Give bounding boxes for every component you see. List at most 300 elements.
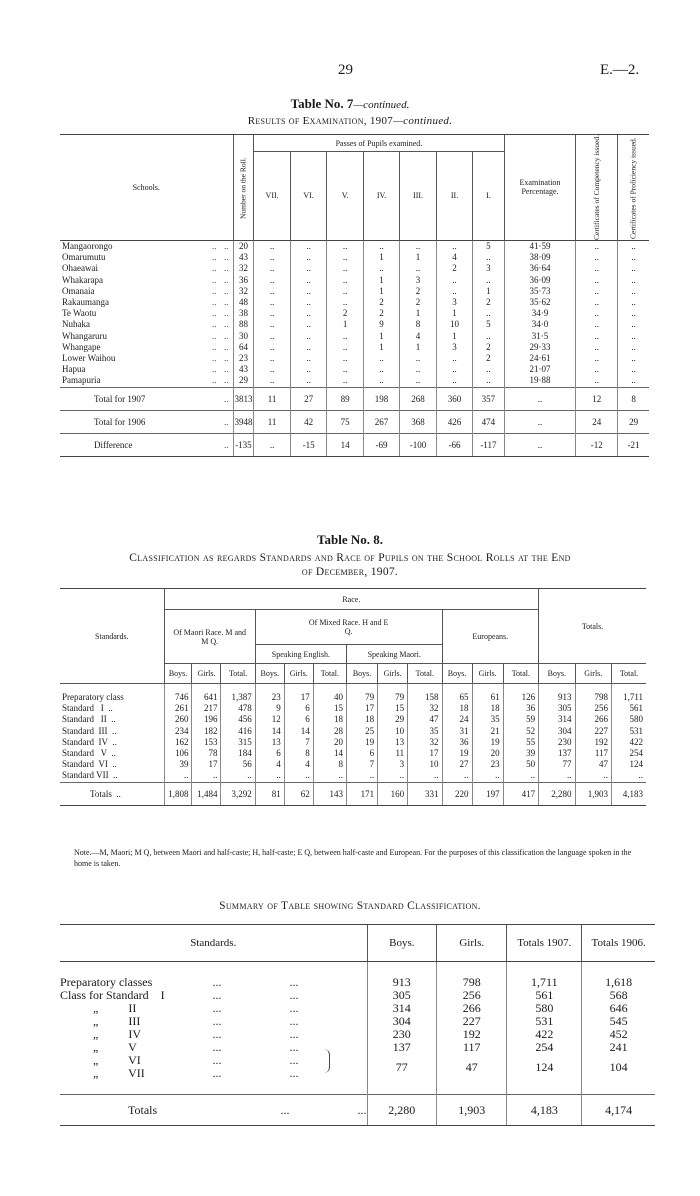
table-row: [60, 748, 646, 759]
table-cell: 75: [327, 410, 363, 433]
table-cell: 1: [363, 331, 399, 342]
table-cell: 50: [503, 759, 538, 770]
table-cell: ..: [363, 364, 399, 375]
table-cell: 5: [473, 319, 504, 330]
table-cell: 3948: [233, 410, 254, 433]
page-number: 29: [338, 62, 353, 78]
table-cell: 3: [473, 263, 504, 274]
table-cell: 143: [313, 782, 346, 805]
total-row: [60, 782, 646, 805]
table-cell: 24·61: [504, 353, 576, 364]
page-reference: E.—2.: [600, 62, 640, 78]
table-cell: ..: [436, 364, 472, 375]
total-row: [60, 410, 649, 433]
total-label: Total for 1907: [60, 387, 221, 410]
table-cell: 478: [221, 703, 255, 714]
table-cell: ..: [363, 263, 399, 274]
table-cell: ..: [212, 297, 217, 307]
table-cell: ..: [254, 240, 290, 252]
table-cell: 43: [233, 252, 254, 263]
table-cell: 64: [233, 342, 254, 353]
table-cell: ..: [254, 319, 290, 330]
table-cell: -135: [233, 433, 254, 456]
table8: [60, 588, 646, 806]
table-cell: 15: [378, 703, 408, 714]
table-cell: 6: [347, 748, 378, 759]
school-name: Rakaumanga: [62, 297, 109, 307]
table-cell: 1,387: [221, 692, 255, 703]
table-cell: 3813: [233, 387, 254, 410]
table-cell: 268: [400, 387, 436, 410]
table-cell: ..: [212, 364, 217, 375]
table-cell: 2: [400, 297, 436, 308]
table-cell: 160: [378, 782, 408, 805]
table-cell: ..: [254, 375, 290, 387]
table-cell: ..: [224, 240, 229, 251]
table-cell: 426: [436, 410, 472, 433]
table-cell: 137: [367, 1041, 437, 1054]
table-cell: 17: [192, 759, 221, 770]
table-cell: 2: [327, 308, 363, 319]
table7-title: Table No. 7—continued.: [290, 96, 410, 111]
total-label: Totals: [60, 1095, 213, 1126]
table-cell: 220: [442, 782, 472, 805]
table-cell: 267: [363, 410, 399, 433]
table-cell: 1,484: [192, 782, 221, 805]
table-cell: 2: [363, 297, 399, 308]
std-header: I.: [473, 152, 504, 241]
table-cell: 474: [473, 410, 504, 433]
table-cell: 17: [347, 703, 378, 714]
table-cell: ..: [221, 410, 234, 433]
table-cell: 2,280: [367, 1095, 437, 1126]
standards-header: Standards.: [60, 589, 164, 684]
table-cell: 417: [503, 782, 538, 805]
table-cell: 2,280: [539, 782, 575, 805]
table-cell: ..: [255, 770, 284, 782]
table-cell: 21·07: [504, 364, 576, 375]
table-cell: ..: [576, 364, 618, 375]
table-cell: 3: [378, 759, 408, 770]
standard-label: „ II: [60, 1001, 137, 1015]
table-row: [60, 1054, 655, 1067]
table-cell: 561: [507, 989, 582, 1002]
table-cell: 2: [473, 353, 504, 364]
table-cell: 106: [164, 748, 192, 759]
standard-label: Standard V ..: [62, 748, 116, 759]
table-cell: 2: [473, 297, 504, 308]
table-cell: ..: [290, 286, 326, 297]
table-cell: 230: [539, 737, 575, 748]
table-cell: 254: [612, 748, 646, 759]
table-cell: ..: [254, 342, 290, 353]
table-row: [60, 714, 646, 725]
table-cell: 31: [442, 726, 472, 737]
table7-body: [60, 240, 649, 456]
table-cell: 24: [576, 410, 618, 433]
table-cell: ..: [224, 297, 229, 307]
table-cell: 10: [408, 759, 442, 770]
table-cell: 27: [290, 387, 326, 410]
table-cell: 21: [472, 726, 503, 737]
table-cell: ..: [327, 331, 363, 342]
table-cell: 79: [378, 692, 408, 703]
std-header: II.: [436, 152, 472, 241]
table-cell: ..: [290, 319, 326, 330]
table-cell: 8: [313, 759, 346, 770]
table-cell: ..: [363, 240, 399, 252]
table-cell: ..: [290, 240, 326, 252]
school-name: Whangape: [62, 341, 101, 352]
table-cell: ..: [254, 353, 290, 364]
table-cell: 29: [378, 714, 408, 725]
school-name: Omanaia: [62, 285, 95, 296]
table-cell: ..: [327, 375, 363, 387]
table-cell: ..: [224, 319, 229, 330]
school-name: Whakarapa: [62, 274, 103, 285]
table-cell: 39: [164, 759, 192, 770]
school-name: Lower Waihou: [62, 353, 116, 364]
table-cell: 305: [539, 703, 575, 714]
table8-header: [60, 589, 646, 684]
table-cell: 531: [612, 726, 646, 737]
table-cell: 7: [347, 759, 378, 770]
table-cell: ..: [254, 364, 290, 375]
table-cell: 452: [582, 1028, 655, 1041]
table-cell: ..: [254, 286, 290, 297]
table-cell: 8: [400, 319, 436, 330]
table-cell: 4: [400, 331, 436, 342]
table-row: [60, 331, 649, 342]
table-cell: ..: [576, 286, 618, 297]
table-cell: ..: [378, 770, 408, 782]
table-cell: ..: [618, 353, 649, 364]
table-cell: 19·88: [504, 375, 576, 387]
table-cell: 36: [442, 737, 472, 748]
table-cell: ..: [212, 341, 217, 352]
table-cell: ..: [290, 308, 326, 319]
table-cell: 234: [164, 726, 192, 737]
table-cell: 1: [363, 275, 399, 286]
table-row: [60, 342, 649, 353]
table-cell: 43: [233, 364, 254, 375]
table8-subtitle: Classification as regards Standards and Race of Pupils on the School Rolls at the End of December, 1907.: [129, 552, 571, 578]
table-cell: ..: [254, 263, 290, 274]
table-cell: -66: [436, 433, 472, 456]
table-cell: 304: [539, 726, 575, 737]
summary-title: Summary of Table showing Standard Classification.: [219, 900, 481, 912]
proficiency-header: Certificates of Proficiency issued.: [618, 135, 649, 241]
table-cell: -12: [576, 433, 618, 456]
table-cell: ..: [504, 387, 576, 410]
school-name: Omarumutu: [62, 252, 106, 263]
table-cell: ..: [313, 770, 346, 782]
standard-label: Standard VI ..: [62, 759, 117, 770]
table-cell: 15: [313, 703, 346, 714]
table-cell: 1: [400, 252, 436, 263]
table-cell: ..: [221, 387, 234, 410]
table-cell: ..: [212, 319, 217, 330]
school-name: Ohaeawai: [62, 263, 98, 274]
table-cell: 162: [164, 737, 192, 748]
table-cell: 35: [472, 714, 503, 725]
table-cell: 19: [442, 748, 472, 759]
table-cell: ..: [224, 308, 229, 319]
table-cell: 36·09: [504, 275, 576, 286]
sub-header: Total.: [313, 664, 346, 684]
table-cell: 256: [437, 989, 507, 1002]
table-cell: 3: [436, 297, 472, 308]
table-cell: 1: [473, 286, 504, 297]
speaking-maori-header: Speaking Maori.: [347, 645, 443, 664]
table-cell: ..: [212, 308, 217, 319]
summary-totals-1906-header: Totals 1906.: [582, 925, 655, 962]
table-cell: ..: [212, 375, 217, 386]
table-cell: 261: [164, 703, 192, 714]
table-cell: 23: [255, 692, 284, 703]
table-cell: 40: [313, 692, 346, 703]
table-cell: 331: [408, 782, 442, 805]
table-cell: -117: [473, 433, 504, 456]
table-cell: 29·33: [504, 342, 576, 353]
table-cell: ..: [212, 240, 217, 251]
summary-standards-header: Standards.: [60, 925, 367, 962]
table-cell: 913: [539, 692, 575, 703]
table-cell: 4: [255, 759, 284, 770]
table-cell: ..: [363, 353, 399, 364]
table-cell: 4: [284, 759, 313, 770]
table-cell: 646: [582, 1002, 655, 1015]
table-row: [60, 737, 646, 748]
sub-header: Total.: [612, 664, 646, 684]
table-cell: 10: [378, 726, 408, 737]
table-cell: 5: [473, 240, 504, 252]
table-cell: 35·62: [504, 297, 576, 308]
table-cell: ..: [618, 286, 649, 297]
table-cell: ..: [221, 770, 255, 782]
leader-dots: ...: [212, 1040, 222, 1054]
table-cell: ..: [576, 252, 618, 263]
table-cell: 1,711: [507, 976, 582, 989]
sub-header: Boys.: [539, 664, 575, 684]
table-cell: ..: [290, 263, 326, 274]
table-row: [60, 364, 649, 375]
table-cell: 23: [472, 759, 503, 770]
table-cell: 47: [437, 1054, 507, 1080]
sub-header: Boys.: [164, 664, 192, 684]
table-cell: 1,618: [582, 976, 655, 989]
table-cell: ..: [442, 770, 472, 782]
table-cell: ..: [504, 410, 576, 433]
table-cell: 32: [408, 703, 442, 714]
table7: [60, 134, 649, 457]
leader-dots: ...: [212, 1053, 222, 1067]
table-cell: 9: [363, 319, 399, 330]
table-cell: 29: [618, 410, 649, 433]
table-cell: 24: [442, 714, 472, 725]
table-cell: 357: [473, 387, 504, 410]
table-cell: 1: [363, 286, 399, 297]
table-row: [60, 263, 649, 274]
table-cell: ..: [224, 375, 229, 386]
table-cell: 10: [436, 319, 472, 330]
table-cell: ..: [473, 331, 504, 342]
table-cell: 217: [192, 703, 221, 714]
table-cell: ..: [254, 331, 290, 342]
table-cell: 1: [436, 331, 472, 342]
table-cell: 266: [575, 714, 611, 725]
total-row: [60, 433, 649, 456]
table-cell: 34·9: [504, 308, 576, 319]
table-cell: ..: [473, 308, 504, 319]
table-cell: 117: [437, 1041, 507, 1054]
table-cell: 34·0: [504, 319, 576, 330]
table-cell: 580: [612, 714, 646, 725]
spacer-row: [60, 1080, 655, 1095]
table-cell: ..: [254, 275, 290, 286]
table-cell: 746: [164, 692, 192, 703]
table-cell: ..: [212, 330, 217, 341]
table-cell: ..: [400, 375, 436, 387]
table-cell: ..: [436, 375, 472, 387]
schools-header: Schools.: [60, 135, 233, 241]
maori-race-header: Of Maori Race. M and M Q.: [164, 610, 255, 664]
table-cell: ..: [327, 286, 363, 297]
spacer-row: [60, 684, 646, 693]
table-cell: 17: [408, 748, 442, 759]
table-cell: ..: [347, 770, 378, 782]
table-cell: 196: [192, 714, 221, 725]
table-cell: 42: [290, 410, 326, 433]
table-cell: 254: [507, 1041, 582, 1054]
table-cell: ..: [284, 770, 313, 782]
table-cell: -15: [290, 433, 326, 456]
table-cell: ..: [618, 342, 649, 353]
exam-percentage-header: Examination Percentage.: [504, 135, 576, 241]
table-cell: ..: [576, 263, 618, 274]
table-cell: ..: [576, 319, 618, 330]
table-cell: 11: [254, 410, 290, 433]
leader-dots: ...: [290, 1095, 368, 1126]
table-cell: 641: [192, 692, 221, 703]
table-cell: 192: [437, 1028, 507, 1041]
table-cell: 360: [436, 387, 472, 410]
table-cell: 38·09: [504, 252, 576, 263]
table-cell: ..: [327, 252, 363, 263]
standard-label: „ V: [60, 1040, 137, 1054]
summary-girls-header: Girls.: [437, 925, 507, 962]
table-cell: ..: [224, 341, 229, 352]
table-cell: 30: [233, 331, 254, 342]
totals-header: Totals.: [539, 589, 646, 664]
table-cell: ..: [576, 297, 618, 308]
table-cell: 153: [192, 737, 221, 748]
table8-title: Table No. 8.: [317, 532, 383, 547]
table-cell: ..: [164, 770, 192, 782]
table-cell: 36: [233, 275, 254, 286]
table-cell: 192: [575, 737, 611, 748]
standard-label: „ IV: [60, 1027, 141, 1041]
table-cell: 266: [437, 1002, 507, 1015]
table-cell: ..: [212, 263, 217, 274]
table-cell: 55: [503, 737, 538, 748]
table-cell: 6: [255, 748, 284, 759]
leader-dots: ...: [212, 975, 222, 989]
total-label: Difference: [60, 433, 221, 456]
table-cell: ..: [327, 297, 363, 308]
table-cell: 256: [575, 703, 611, 714]
table-cell: ..: [290, 297, 326, 308]
table-cell: ..: [363, 375, 399, 387]
table-cell: ..: [618, 308, 649, 319]
table-cell: ..: [224, 274, 229, 285]
table-cell: ..: [224, 263, 229, 274]
table-cell: ..: [212, 274, 217, 285]
leader-dots: ...: [212, 988, 222, 1002]
table-cell: 1,903: [437, 1095, 507, 1126]
table-cell: -69: [363, 433, 399, 456]
table-cell: 456: [221, 714, 255, 725]
table-cell: ..: [290, 252, 326, 263]
table-cell: 18: [347, 714, 378, 725]
table-row: [60, 375, 649, 387]
table-cell: 27: [442, 759, 472, 770]
table-cell: 315: [221, 737, 255, 748]
table-cell: 77: [539, 759, 575, 770]
table-cell: ..: [576, 275, 618, 286]
table-cell: ..: [254, 252, 290, 263]
table-cell: ..: [212, 353, 217, 364]
table-cell: 126: [503, 692, 538, 703]
table-cell: 1: [400, 308, 436, 319]
vi-vii-brace: [324, 1049, 330, 1073]
summary-boys-header: Boys.: [367, 925, 437, 962]
table-row: [60, 759, 646, 770]
sub-header: Boys.: [255, 664, 284, 684]
sub-header: Boys.: [442, 664, 472, 684]
table-cell: ..: [618, 331, 649, 342]
table-cell: ..: [436, 353, 472, 364]
spacer-row: [60, 962, 655, 977]
table-cell: ..: [576, 353, 618, 364]
table-cell: 38: [233, 308, 254, 319]
table-cell: 36: [503, 703, 538, 714]
table-row: [60, 252, 649, 263]
table-cell: 25: [347, 726, 378, 737]
table-row: [60, 989, 655, 1002]
table-cell: ..: [224, 252, 229, 263]
school-name: Te Waotu: [62, 308, 97, 319]
table-cell: 13: [378, 737, 408, 748]
table-cell: 12: [255, 714, 284, 725]
standard-label: Class for Standard I: [60, 988, 165, 1002]
standard-label: Standard III ..: [62, 725, 117, 736]
table-cell: ..: [192, 770, 221, 782]
table-cell: 32: [233, 263, 254, 274]
table-cell: ..: [327, 263, 363, 274]
table-cell: 4,183: [612, 782, 646, 805]
table-cell: 39: [503, 748, 538, 759]
school-name: Pamapuria: [62, 375, 101, 386]
table-cell: ..: [473, 364, 504, 375]
table-cell: ..: [400, 263, 436, 274]
table-cell: ..: [224, 364, 229, 375]
competency-header: Certificates of Competency issued.: [576, 135, 618, 241]
table-cell: 230: [367, 1028, 437, 1041]
table-cell: 14: [313, 748, 346, 759]
standard-label: „ VI: [60, 1053, 141, 1067]
table-cell: ..: [612, 770, 646, 782]
